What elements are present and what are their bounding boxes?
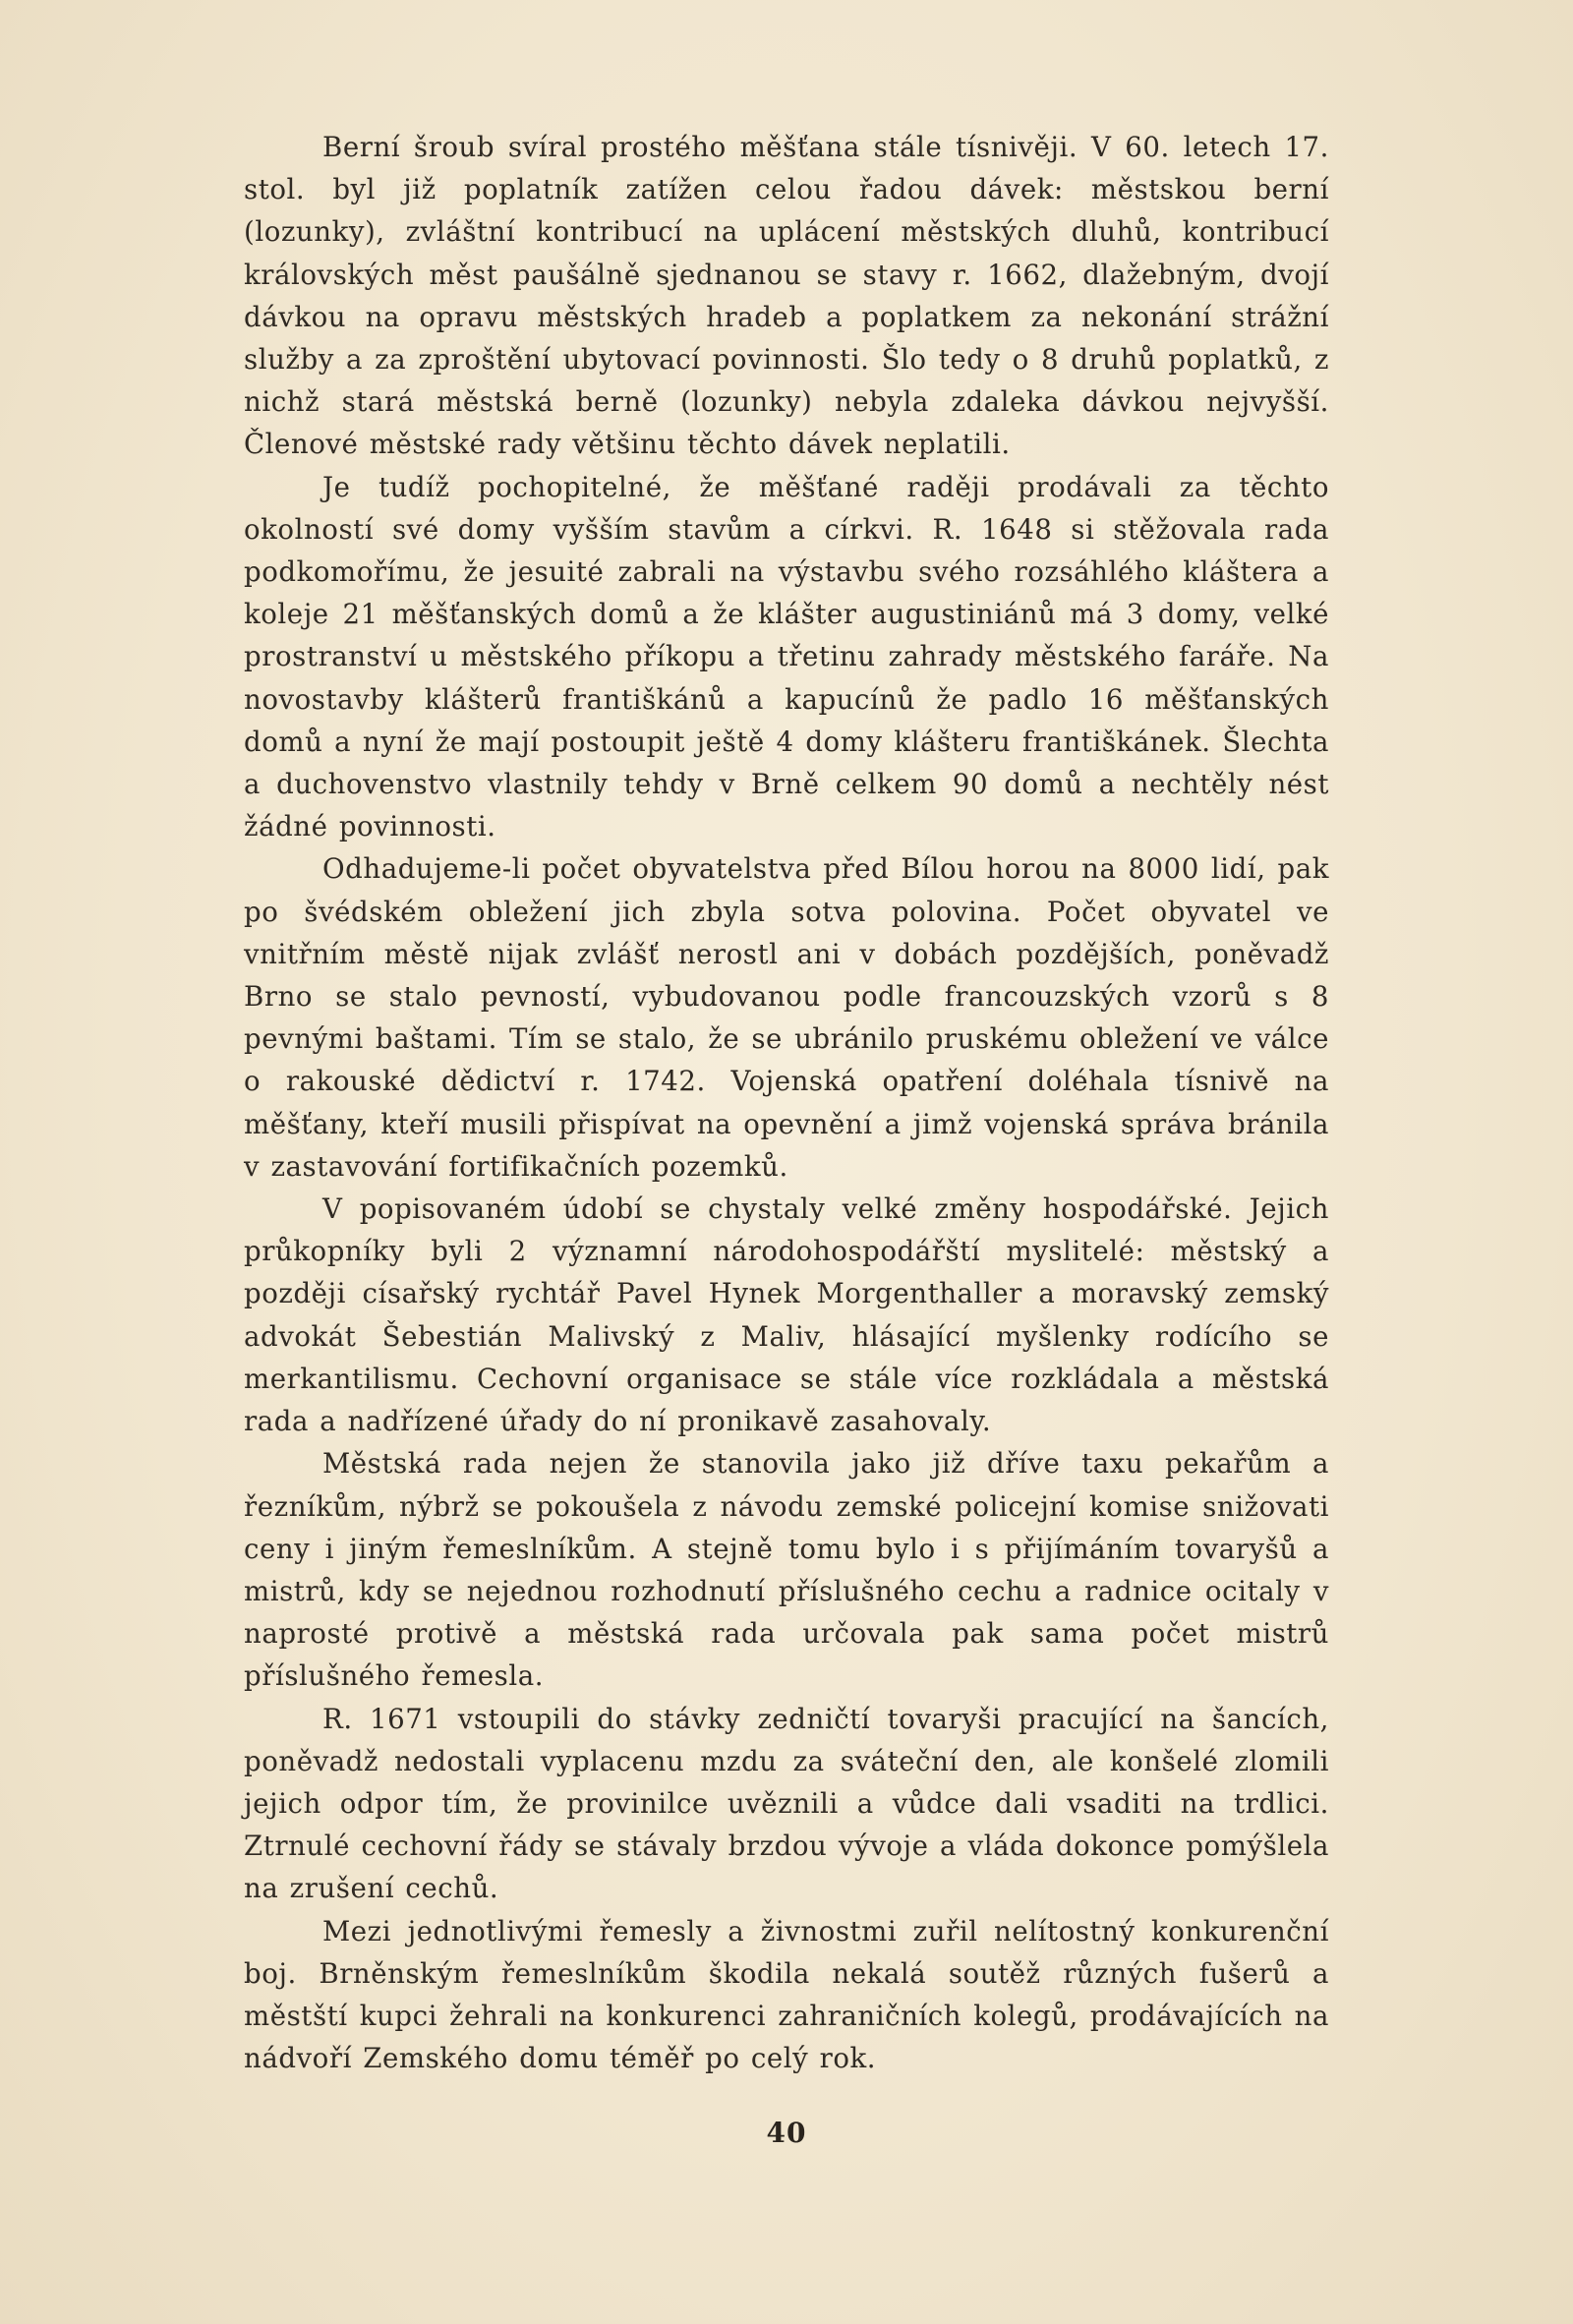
- body-text: [244, 126, 1329, 2079]
- paragraph-1: Berní šroub svíral prostého měšťana stále tísnivěji. V 60. letech 17. stol. byl již poplatník zatížen celou řadou dávek: městskou berní (lozunky), zvláštní kontribucí na uplácení městských dluhů, kontribucí královských měst paušálně sjednanou se stavy r. 1662, dlažebným, dvojí dávkou na opravu městských hradeb a poplatkem za nekonání strážní služby a za zproštění ubytovací povinnosti. Šlo tedy o 8 druhů poplatků, z nichž stará městská berně (lozunky) nebyla zdaleka dávkou nejvyšší. Členové městské rady většinu těchto dávek neplatili.: [244, 131, 1329, 461]
- paragraph-4: V popisovaném údobí se chystaly velké změny hospodářské. Jejich průkopníky byli 2 významní národohospodářští myslitelé: městský a později císařský rychtář Pavel Hynek Morgenthaller a moravský zemský advokát Šebestián Malivský z Maliv, hlásající myšlenky rodícího se merkantilismu. Cechovní organisace se stále více rozkládala a městská rada a nadřízené úřady do ní pronikavě zasahovaly.: [244, 1192, 1329, 1438]
- paragraph-3: Odhadujeme-li počet obyvatelstva před Bílou horou na 8000 lidí, pak po švédském obležení jich zbyla sotva polovina. Počet obyvatel ve vnitřním městě nijak zvlášť nerostl ani v dobách pozdějších, poněvadž Brno se stalo pevností, vybudovanou podle francouzských vzorů s 8 pevnými baštami. Tím se stalo, že se ubránilo pruskému obležení ve válce o rakouské dědictví r. 1742. Vojenská opatření doléhala tísnivě na měšťany, kteří musili přispívat na opevnění a jimž vojenská správa bránila v zastavování fortifikačních pozemků.: [244, 852, 1329, 1183]
- page-number: 40: [766, 2117, 807, 2149]
- paragraph-7: Mezi jednotlivými řemesly a živnostmi zuřil nelítostný konkurenční boj. Brněnským řemeslníkům škodila nekalá soutěž různých fušerů a městští kupci žehrali na konkurenci zahraničních kolegů, prodávajících na nádvoří Zemského domu téměř po celý rok.: [244, 1914, 1329, 2075]
- paragraph-6: R. 1671 vstoupili do stávky zedničtí tovaryši pracující na šancích, poněvadž nedostali vyplacenu mzdu za sváteční den, ale konšelé zlomili jejich odpor tím, že provinilce uvěznili a vůdce dali vsaditi na trdlici. Ztrnulé cechovní řády se stávaly brzdou vývoje a vláda dokonce pomýšlela na zrušení cechů.: [244, 1702, 1329, 1905]
- paragraph-5: Městská rada nejen že stanovila jako již dříve taxu pekařům a řezníkům, nýbrž se pokoušela z návodu zemské policejní komise snižovati ceny i jiným řemeslníkům. A stejně tomu bylo i s přijímáním tovaryšů a mistrů, kdy se nejednou rozhodnutí příslušného cechu a radnice ocitaly v naprosté protivě a městská rada určovala pak sama počet mistrů příslušného řemesla.: [244, 1447, 1329, 1693]
- paragraph-2: Je tudíž pochopitelné, že měšťané raději prodávali za těchto okolností své domy vyšším stavům a církvi. R. 1648 si stěžovala rada podkomořímu, že jesuité zabrali na výstavbu svého rozsáhlého kláštera a koleje 21 měšťanských domů a že klášter augustiniánů má 3 domy, velké prostranství u městského příkopu a třetinu zahrady městského faráře. Na novostavby klášterů františkánů a kapucínů že padlo 16 měšťanských domů a nyní že mají postoupit ještě 4 domy klášteru františkánek. Šlechta a duchovenstvo vlastnily tehdy v Brně celkem 90 domů a nechtěly nést žádné povinnosti.: [244, 470, 1329, 843]
